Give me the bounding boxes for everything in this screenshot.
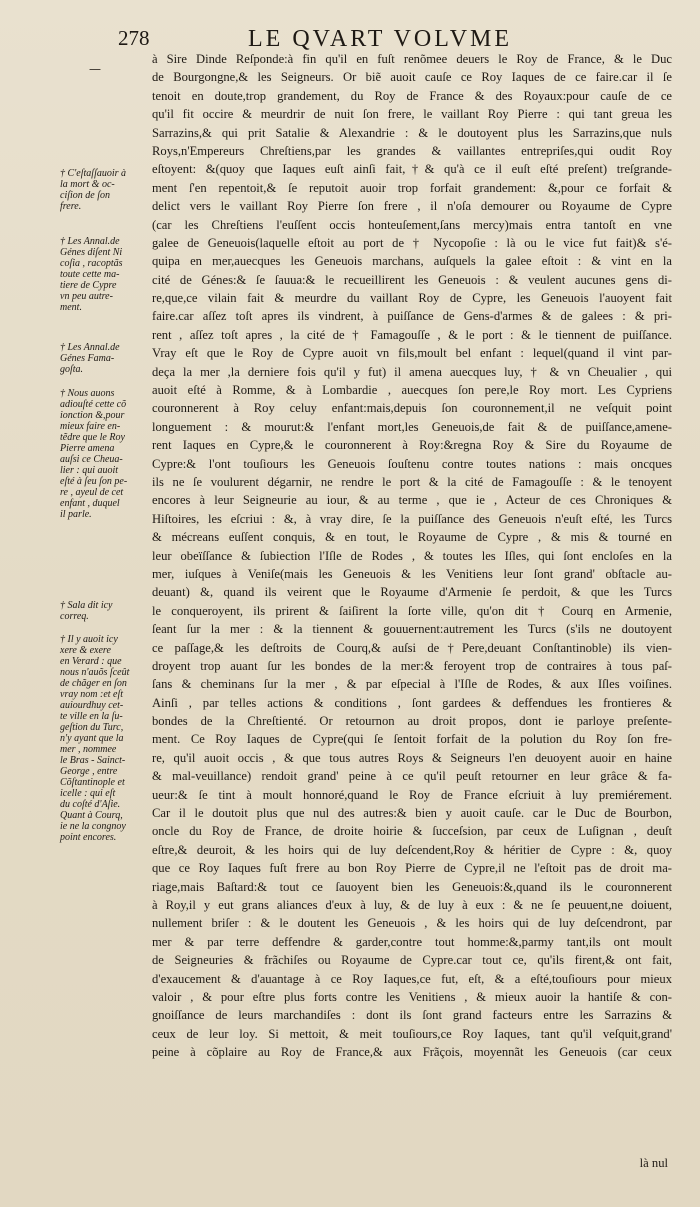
- body-line: ment. Ce Roy Iaques de Cypre(qui ſe ſentoit forfait de la polution du Roy ſon fre-: [152, 732, 672, 747]
- body-line: que ce Roy Iaques fuſt frere au bon Roy Pierre de Cypre,il ne l'eſtoit pas de droit ma-: [152, 861, 672, 876]
- margin-note-line: ment.: [60, 302, 82, 313]
- body-line: bondes de la Chreſtienté. Or retournon au droit propos, dont ie parloye preſente-: [152, 714, 672, 729]
- margin-note-line: mer , nommee: [60, 744, 117, 755]
- body-line: ueur:& ſe tint à moult honnoré,quand le Roy de France eſcriuit à luy premiérement.: [152, 787, 672, 802]
- margin-note-line: George , entre: [60, 766, 118, 777]
- margin-note-line: Génes diſent Ni: [60, 247, 123, 258]
- margin-note-line: mieux faire en-: [60, 421, 121, 432]
- body-line: deça la mer ,la derniere fois qu'il y fut) il amena auecques luy, † & vn Cheualier , qui: [152, 364, 672, 379]
- body-line: eſtoyent: &(quoy que Iaques euſt ainſi fait,†& qu'à ce il euſt eſté preſent) treſgrande-: [152, 162, 672, 177]
- margin-note-line: lier : qui auoit: [60, 465, 119, 476]
- body-line: mer & par terre deffendre & garder,contre tout homme:&,parmy tant,ils ont moult: [152, 934, 672, 949]
- body-line: de Bourgongne,& les Seigneurs. Or biẽ auoit cauſe ce Roy Iaques de ce faire.car il ſe: [152, 70, 672, 85]
- body-line: Cypre:& l'ont touſiours les Geneuois ſouſtenu contre toutes nations : mais oncques: [152, 456, 672, 471]
- margin-note-line: ie ne la congnoy: [60, 821, 126, 832]
- body-line: à Sire Dinde Reſponde:à fin qu'il en fuſt renõmee deuers le Roy de France, & le Duc: [152, 52, 672, 66]
- margin-note-line: Quant à Courq,: [60, 810, 123, 821]
- margin-note-line: Cõſtantinople et: [60, 777, 125, 788]
- body-line: d'exaucement & d'auantage à ce Roy Iaques,ce fut, eſt, & a eſté,touſiours pour mieux: [152, 971, 672, 986]
- body-line: ment ſ'en repentoit,& ſe reputoit auoir trop forfait grandement: &,pour ce forfait &: [152, 180, 672, 195]
- margin-note-line: † Il y auoit icy: [60, 634, 118, 645]
- margin-note: [60, 388, 152, 520]
- margin-note-line: enfant , duquel: [60, 498, 120, 509]
- body-line: re, qu'il auoit occis , & que tous autres Roys & Seigneurs l'en deuoyent auoir en haine: [152, 750, 672, 765]
- ornament-dash: —: [89, 62, 101, 76]
- body-line: ce paſſage,& les deſtroits de Courq,& auſsi de†Pere,deuant Conſtantinoble) ils vien-: [152, 640, 672, 655]
- margin-note-line: Pierre amena: [60, 443, 115, 454]
- body-line: tenoit en doute,trop grandement, du Roy de France & des Royaux:pour cauſe de ce: [152, 88, 672, 103]
- body-line: eſtre,& deuroit, & les hoirs qui de luy deſcendent,Roy & héritier de Cypre : &, quoy: [152, 842, 672, 857]
- margin-note-line: ciſion de ſon: [60, 190, 110, 201]
- margin-note-line: point encores.: [60, 832, 117, 843]
- body-line: Ainſi , par telles actions & conditions , ſont gardees & deffendues les frontieres &: [152, 695, 672, 710]
- margin-note-line: te ville en la ſu-: [60, 711, 123, 722]
- body-line: Car il le doutoit plus que nul des autres:& bien y auoit cauſe. car le Duc de Bourbon,: [152, 806, 672, 821]
- margin-note-line: frere.: [60, 201, 82, 212]
- body-line: à Roy,il y eut grans aliances d'eux à luy, & de luy à eux : & ne ſe peuuent,ne doiuent,: [152, 897, 672, 912]
- body-line: de Seigneuries & frãchiſes ou Royaume de Cypre.car tout ce, qu'ils firent,& ont fait,: [152, 953, 672, 968]
- margin-note: [60, 342, 152, 375]
- body-line: auoit eſté à Romme, & à Lombardie , auecques ſon pere,le Roy mort. Les Cypriens: [152, 383, 672, 398]
- margin-note-line: † C'eſtaſſauoir à: [60, 168, 127, 179]
- margin-note-line: re , ayeul de cet: [60, 487, 124, 498]
- margin-note-line: de chãger en ſon: [60, 678, 127, 689]
- body-line: re,que,ce vilain fait & meurdre du vaillant Roy de Cypre, les Geneuois l'auoyent fait: [152, 291, 672, 306]
- margin-note-line: adiouſté cette cõ: [60, 399, 127, 410]
- body-line: ils ne ſe voulurent dégarnir, ne rendre le port & la cité de Famagouſſe : & le tenoyent: [152, 474, 672, 489]
- body-line: Vray eſt que le Roy de Cypre auoit vn fils,moult bel enfant : lequel(quand il vint par-: [152, 346, 672, 361]
- body-line: rent Iaques en Cypre,& le couronnerent à Roy:&regna Roy & Sire du Royaume de: [152, 438, 672, 453]
- margin-note-line: † Les Annal.de: [60, 236, 120, 247]
- margin-note-line: icelle : qui eſt: [60, 788, 116, 799]
- body-line: Sarrazins,& qui prit Satalie & Alexandrie : & le doutoyent plus les Sarrazins,que nuls: [152, 125, 672, 140]
- margin-note: [60, 236, 152, 313]
- margin-note-line: auiourdhuy cet-: [60, 700, 124, 711]
- margin-note-line: ionction &,pour: [60, 410, 125, 421]
- margin-note-line: correq.: [60, 611, 89, 622]
- margin-note-line: † Nous auons: [60, 388, 115, 399]
- catchword: là nul: [639, 1156, 668, 1170]
- margin-note-line: du coſté d'Aſie.: [60, 799, 121, 810]
- body-line: ceux de leur loy. Si mettoit, & meit touſiours,ce Roy Iaques, tant qu'il veſquit,grand': [152, 1026, 672, 1041]
- margin-note-line: tiere de Cypre: [60, 280, 117, 291]
- body-line: galee de Geneuois(laquelle eſtoit au port de † Nycopoſie : là ou le vice fut fait)& s'é-: [152, 235, 672, 250]
- margin-note-line: n'y ayant que la: [60, 733, 124, 744]
- margin-note-line: il parle.: [60, 509, 92, 520]
- body-line: rent , aſſez toſt apres , la cité de † Famagouſſe , & le port : & le tiennent de puiſſance.: [152, 327, 672, 342]
- body-line: ſans & cheminans ſur la mer , & par eſpecial à l'Iſle de Rodes, & aux Iſles voiſines.: [152, 677, 672, 692]
- body-line: peine à cõplaire au Roy de France,& aux Frãçois, moyennãt les Geneuois (car ceux: [152, 1045, 672, 1060]
- body-line: Roys,n'Empereurs Chreſtiens,par les grandes & vaillantes entrepriſes,qui oudit Roy: [152, 143, 672, 158]
- margin-note-line: nous n'auõs ſceût: [60, 667, 130, 678]
- running-title: LE QVART VOLVME: [248, 26, 513, 52]
- margin-note: [60, 600, 152, 622]
- page-number: 278: [118, 26, 150, 50]
- running-head: [118, 26, 588, 53]
- body-line: qu'il fit occire & meurdrir de nuit ſon frere, le vaillant Roy Pierre : qui tant greua les: [152, 107, 672, 122]
- body-line: Hiſtoires, les eſcriui : &, à vray dire, ſe la puiſſance des Geneuois n'euſt eſté, les Turcs: [152, 511, 672, 526]
- margin-note-line: vn peu autre-: [60, 291, 113, 302]
- body-line: quipa en mer,auecques les Geneuois marchans, auſquels la galee eſtoit : & vint en la: [152, 254, 672, 269]
- margin-note-line: † Les Annal.de: [60, 342, 120, 353]
- margin-note-line: eſté à ſeu ſon pe-: [60, 476, 128, 487]
- body-line: (car les Chreſtiens l'euſſent occis honteuſement,ſans mercy)mais entra tantoſt en vne: [152, 217, 672, 232]
- body-line: valoir , & pour eſtre plus forts contre les Venitiens , & mieux auoir la hantiſe & con-: [152, 989, 672, 1004]
- margin-note-line: auſsi ce Cheua-: [60, 454, 123, 465]
- body-line: faire.car aſſez toſt apres ils vindrent, à puiſſance de Gens-d'armes & de galees : & pri-: [152, 309, 672, 324]
- body-line: droyent trop auant ſur les bondes de la mer:& feroyent trop de contraires à tous paſ-: [152, 658, 672, 673]
- body-line: & mécreans euſſent conquis, & en tout, le Royaume de Cypre , & mis & tourné en: [152, 530, 672, 545]
- body-line: deuant) &, quand ils veirent que le Royaume d'Armenie ſe perdoit, & que les Turcs: [152, 585, 672, 600]
- margin-note: [60, 168, 152, 212]
- margin-note-line: † Sala dit icy: [60, 600, 113, 611]
- margin-note-line: Génes Fama-: [60, 353, 115, 364]
- body-line: ſeant ſur la mer : & la tiennent & gouuernent:autrement les Turcs (s'ils ne doutoyent: [152, 622, 672, 637]
- body-line: longuement : & mourut:& l'enfant mort,les Geneuois,de fait & de puiſſance,amene-: [152, 419, 672, 434]
- margin-note-line: goſta.: [60, 364, 84, 375]
- margin-note-line: toute cette ma-: [60, 269, 120, 280]
- margin-note-line: en Verard : que: [60, 656, 122, 667]
- body-line: cité de Génes:& ſe ſauua:& le recueillirent les Geneuois : & veulent aucunes gens di-: [152, 272, 672, 287]
- body-line: & mal-veuillance) rendoit grand' peine à ce qu'il peuſt retourner en leur grâce & fa-: [152, 769, 672, 784]
- body-line: oncle du Roy de France, de droite hoirie & ſucceſsion, par ceux de Luſignan , deuſt: [152, 824, 672, 839]
- body-line: riage,mais Baſtard:& tout ce ſauoyent bien les Geneuois:&,quand ils le couronnerent: [152, 879, 672, 894]
- body-line: gnoiſſance de leurs marchandiſes : dont ils ſont grand facteurs entre les Sarrazins &: [152, 1008, 672, 1023]
- margin-note-line: xere & exere: [60, 645, 111, 656]
- margin-note-line: tẽdre que le Roy: [60, 432, 125, 443]
- margin-note-line: geſtion du Turc,: [60, 722, 124, 733]
- body-text: [152, 50, 672, 1061]
- margin-note-line: coſia , racoptãs: [60, 258, 123, 269]
- margin-note-line: vray nom :et eſt: [60, 689, 124, 700]
- margin-note-line: la mort & oc-: [60, 179, 115, 190]
- body-line: delict vers le vaillant Roy Pierre ſon frere , il n'oſa demourer ou Royaume de Cypre: [152, 199, 672, 214]
- body-line: couronnerent à Roy celuy enfant:mais,depuis ſon couronnement,il ne veſquit point: [152, 401, 672, 416]
- body-line: mer, iuſques à Veniſe(mais les Geneuois & les Venitiens leur ſont grand' obſtacle au-: [152, 566, 672, 581]
- body-line: nullement briſer : & le doutent les Geneuois , & les hoirs qui de luy deſcendront, par: [152, 916, 672, 931]
- body-line: leur obeïſſance & ſubiection l'Iſle de Rodes , & toutes les Iſles, qui ſont encloſes en la: [152, 548, 672, 563]
- margin-note-line: le Bras - Sainct-: [60, 755, 126, 766]
- body-line: encores à leur Seigneurie au iour, & au terme , que ie , Acteur de ces Chroniques &: [152, 493, 672, 508]
- margin-note: [60, 634, 152, 843]
- body-line: le conqueroyent, ils prirent & ſaiſirent la ſorte ville, qu'on dit † Courq en Armenie,: [152, 603, 672, 618]
